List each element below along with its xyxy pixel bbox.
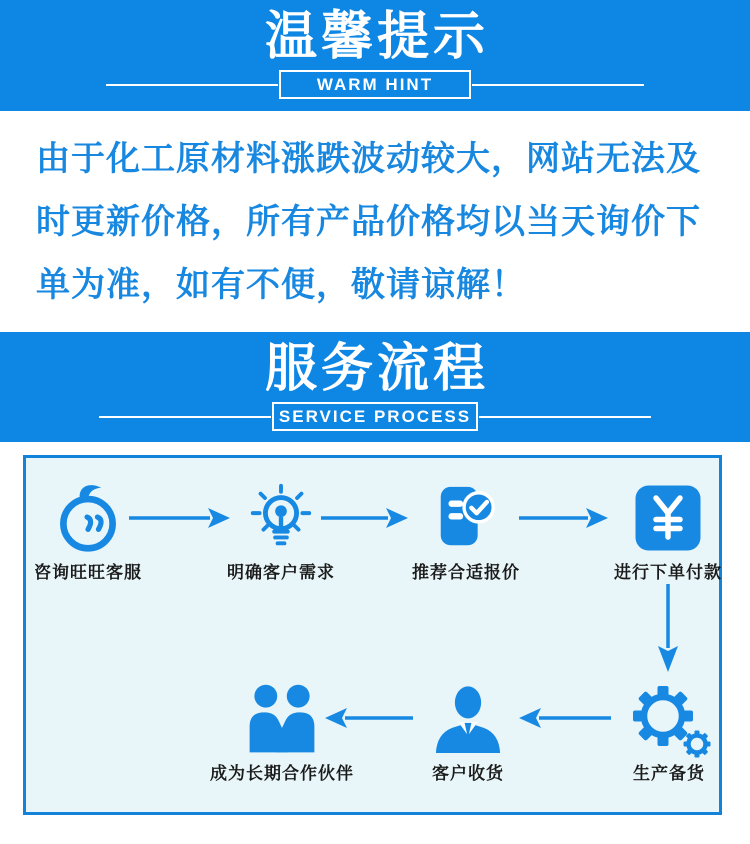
gears-icon xyxy=(625,680,713,758)
arrow-right-icon xyxy=(320,507,408,529)
step-quote xyxy=(381,479,551,583)
divider-line xyxy=(472,84,644,86)
lightbulb-icon xyxy=(244,481,318,555)
wangwang-chat-icon xyxy=(52,479,124,557)
step-consult xyxy=(3,479,173,583)
icon-box xyxy=(583,479,750,557)
process-panel xyxy=(23,455,722,815)
spacer xyxy=(0,442,750,455)
warm-hint-subtitle-row xyxy=(0,70,750,99)
divider-line xyxy=(99,416,271,418)
arrow-right-icon xyxy=(518,507,608,529)
arrow-left-icon xyxy=(519,707,612,729)
warm-hint-banner xyxy=(0,0,750,111)
step-label: 推荐合适报价 xyxy=(412,563,520,582)
arrow-right-icon xyxy=(128,507,230,529)
yuan-payment-icon xyxy=(635,485,701,551)
step-receive xyxy=(383,680,553,784)
warm-hint-title: 温馨提示 xyxy=(264,8,489,66)
service-title: 服务流程 xyxy=(264,340,489,398)
partnership-icon xyxy=(242,683,322,755)
arrow-down-icon xyxy=(657,584,679,672)
notice-line: 时更新价格，所有产品价格均以当天询价下 xyxy=(36,203,701,241)
step-label: 成为长期合作伙伴 xyxy=(210,764,354,783)
step-production xyxy=(584,680,750,784)
service-subtitle-box: SERVICE PROCESS xyxy=(272,402,478,431)
step-label: 咨询旺旺客服 xyxy=(34,563,142,582)
step-payment xyxy=(583,479,750,583)
divider-line xyxy=(479,416,651,418)
divider-line xyxy=(106,84,278,86)
step-label: 生产备货 xyxy=(633,764,705,783)
notice-line: 单为准，如有不便，敬请谅解！ xyxy=(36,266,526,304)
customer-icon xyxy=(431,683,505,755)
step-label: 进行下单付款 xyxy=(614,563,722,582)
notice-line: 由于化工原材料涨跌波动较大，网站无法及 xyxy=(36,140,701,178)
step-partner xyxy=(197,680,367,784)
notice-section xyxy=(0,111,750,332)
service-subtitle-row xyxy=(0,402,750,431)
step-needs xyxy=(196,479,366,583)
service-banner xyxy=(0,332,750,442)
arrow-left-icon xyxy=(325,707,414,729)
quote-document-icon xyxy=(429,484,503,552)
step-label: 客户收货 xyxy=(432,764,504,783)
spacer xyxy=(0,815,750,844)
warm-hint-subtitle-box: WARM HINT xyxy=(279,70,471,99)
step-label: 明确客户需求 xyxy=(227,563,335,582)
